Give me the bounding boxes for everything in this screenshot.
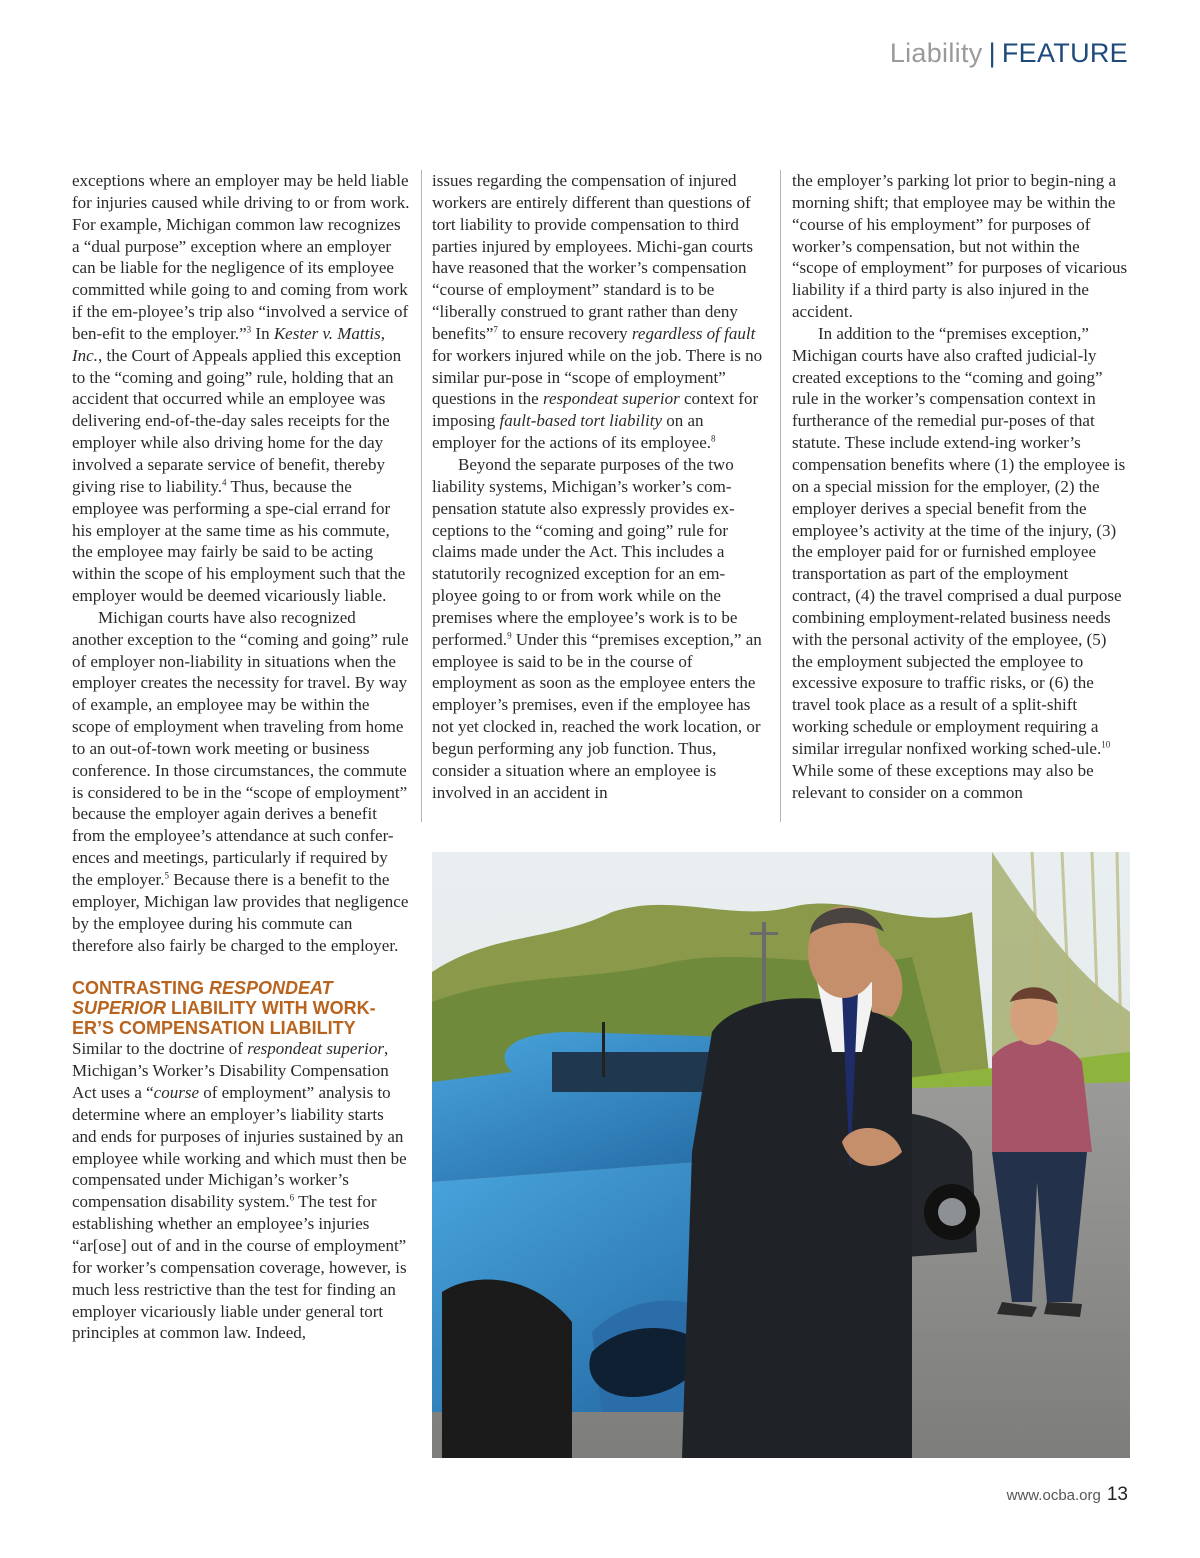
column-3 (792, 170, 1130, 803)
running-header (890, 38, 1128, 69)
paragraph: Similar to the doctrine of respondeat superior, Michigan’s Worker’s Disability Compensation Act uses a “course of employment” analysis to determine where an employer’s liability starts and ends for purposes of injuries sustained by an employee while working and which must then be compensated under Michigan’s worker’s compensation disability system.$^6$ The test for establishing whether an employee’s injuries “ar[ose] out of and in the course of employment” for worker’s compensation coverage, however, is much less restrictive than the test for finding an employer vicariously liable under general tort principles at common law. Indeed, (72, 1039, 407, 1343)
paragraph: exceptions where an employer may be held liable for injuries caused while driving to or from work. For example, Michigan common law recognizes a “dual purpose” exception where an employer can be liable for the negligence of its employee committed while going to and coming from work if the em-ployee’s trip also “involved a service of ben-efit to the employer.”$^3$ In Kester v. Mattis, Inc., the Court of Appeals applied this exception to the “coming and going” rule, holding that an accident that occurred while an employee was delivering end-of-the-day sales receipts for the employer while also driving home for the day involved a separate service of benefit, thereby giving rise to liability.$^4$ Thus, because the employee was performing a spe-cial errand for his employer at the same time as his commute, the employee may fairly be said to be acting within the scope of his employment such that the employer would be deemed vicariously liable. (72, 171, 410, 606)
website-url: www.ocba.org (1006, 1487, 1101, 1504)
column-2 (432, 170, 768, 803)
paragraph: In addition to the “premises exception,” Michigan courts have also crafted judicial-ly created exceptions to the “coming and going” rule in the worker’s compensation context in furtherance of the remedial pur-poses of that statute. These include extend-ing worker’s compensation benefits where (1) the employee is on a special mission for the employer, (2) the employer derives a special benefit from the employee’s activity at the time of the injury, (3) the employer paid for or furnished employee transportation as part of the employment contract, (4) the travel comprised a dual purpose combining employment-related business needs with the personal activity of the employee, (5) the employment subjected the employee to excessive exposure to traffic risks, or (6) the travel took place as a result of a split-shift working schedule or employment requiring a similar irregular nonfixed working sched-ule.$^{10}$ While some of these exceptions may also be relevant to consider on a common (792, 323, 1126, 802)
column-1 (72, 170, 410, 1344)
paragraph: the employer’s parking lot prior to begin-ning a morning shift; that employee may be within the “course of his employment” for purposes of worker’s compensation, but not within the “scope of employment” for purposes of vicarious liability if a third party is also injured in the accident. (792, 171, 1128, 322)
header-separator: | (988, 38, 996, 68)
paragraph: issues regarding the compensation of injured workers are entirely different than questions of tort liability to provide compensation to third parties injured by employees. Michi-gan courts have reasoned that the worker’s compensation “course of employment” standard is to be “liberally construed to grant rather than deny benefits”$^7$ to ensure recovery regardless of fault for workers injured while on the job. There is no similar pur-pose in “scope of employment” questions in the respondeat superior context for imposing fault-based tort liability on an employer for the actions of its employee.$^8$ (432, 171, 763, 453)
section-label: Liability (889, 38, 983, 68)
page-footer (1007, 1484, 1128, 1506)
section-heading: CONTRASTING RESPONDEAT SUPERIOR LIABILITY WITH WORK-ER’S COMPENSATION LIABILITY (72, 978, 376, 1039)
feature-label: FEATURE (1001, 38, 1128, 68)
page-number: 13 (1106, 1484, 1128, 1505)
column-rule-2 (780, 170, 781, 822)
car-accident-photo (432, 852, 1130, 1458)
paragraph: Michigan courts have also recognized another exception to the “coming and going” rule of employer non-liability in situations when the employer creates the necessity for travel. By way of example, an employee may be within the scope of employment when traveling from home to an out-of-town work meeting or business conference. In those circumstances, the commute is considered to be in the “scope of employment” because the employer again derives a benefit from the employee’s attendance at such confer-ences and meetings, particularly if required by the employer.$^5$ Because there is a benefit to the employer, Michigan law provides that negligence by the employee during his commute can therefore also fairly be charged to the employer. (72, 607, 409, 955)
column-rule-1 (421, 170, 422, 822)
paragraph: Beyond the separate purposes of the two liability systems, Michigan’s worker’s com-pensation statute also expressly provides ex-ceptions to the “coming and going” rule for claims made under the Act. This includes a statutorily recognized exception for an em-ployee going to or from work while on the premises where the employee’s work is to be performed.$^9$ Under this “premises exception,” an employee is said to be in the course of employment as soon as the employee enters the employer’s premises, even if the employee has not yet clocked in, reached the work location, or begun performing any job function. Thus, consider a situation where an employee is involved in an accident in (432, 454, 762, 802)
